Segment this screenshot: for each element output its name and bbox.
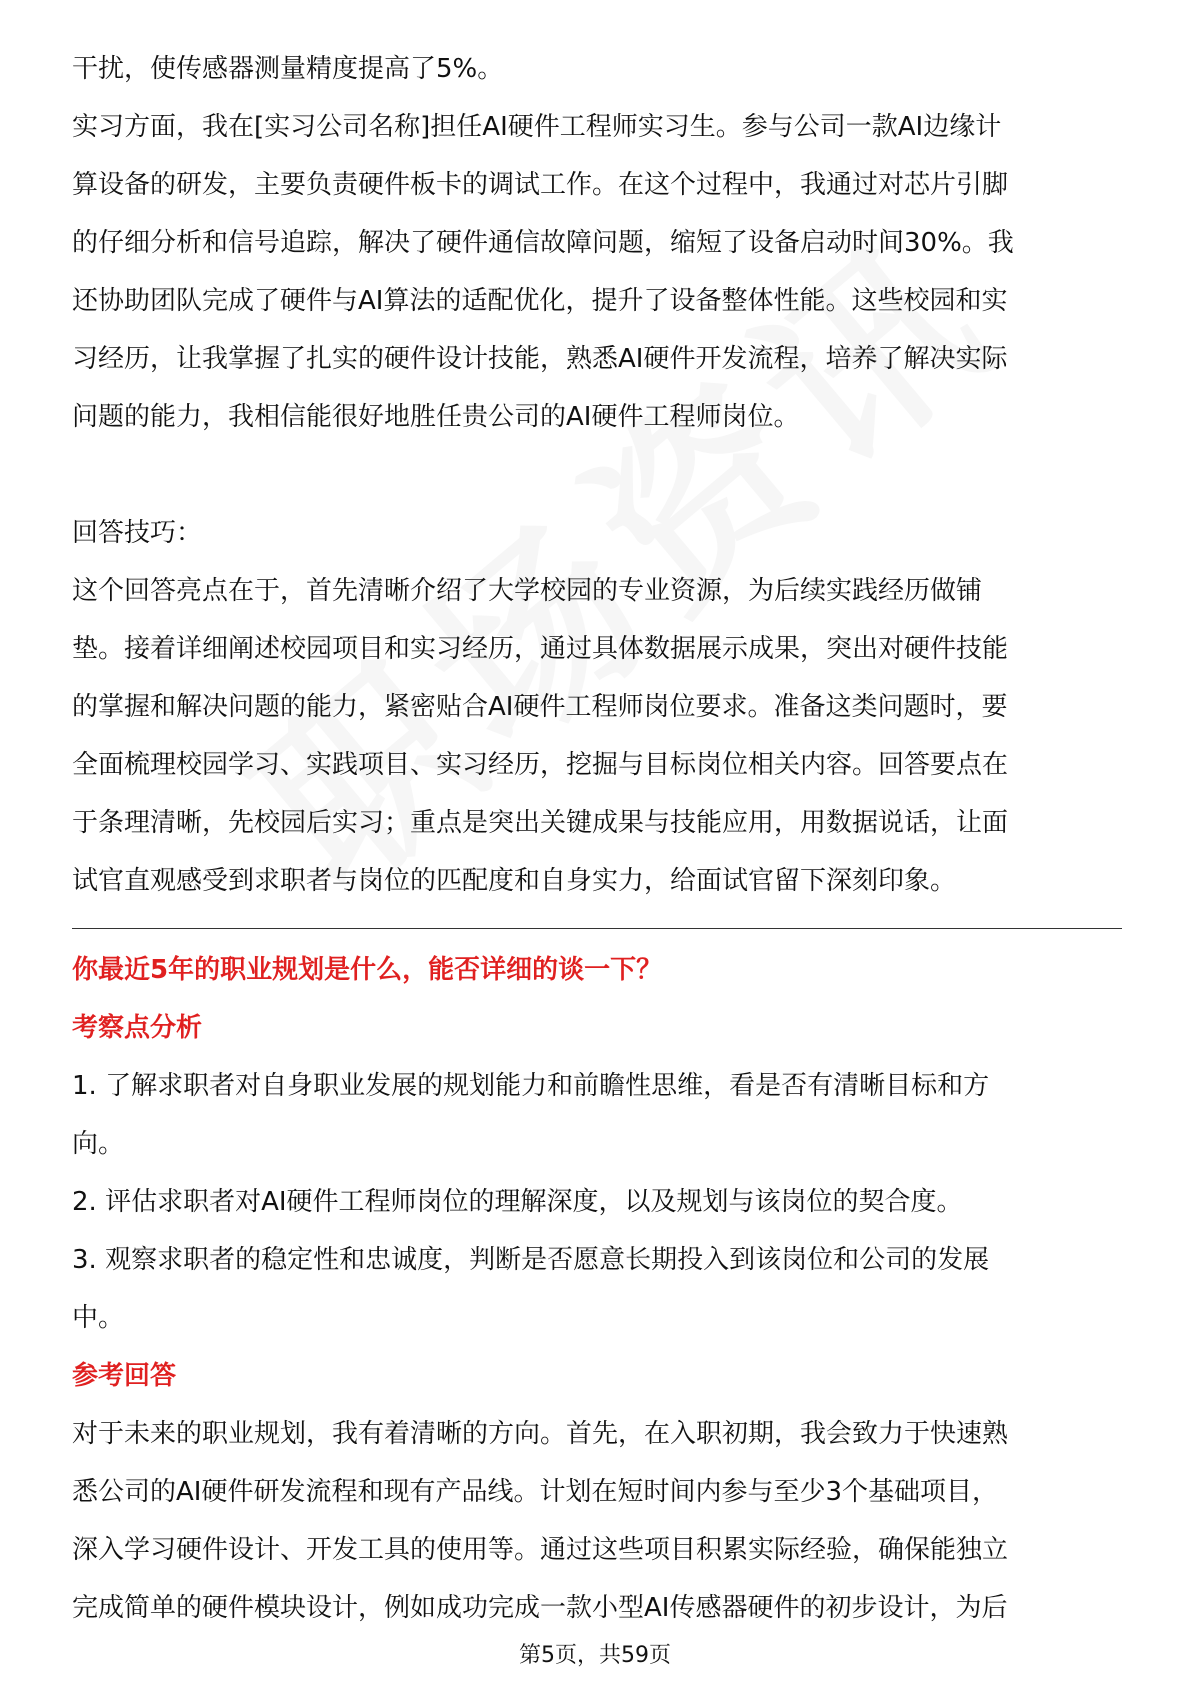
question-title: 你最近5年的职业规划是什么，能否详细的谈一下？ <box>72 955 663 985</box>
paragraph-gap <box>72 446 1122 504</box>
body-line: 习经历，让我掌握了扎实的硬件设计技能，熟悉AI硬件开发流程，培养了解决实际 <box>72 344 1008 374</box>
body-line: 还协助团队完成了硬件与AI算法的适配优化，提升了设备整体性能。这些校园和实 <box>72 286 1008 316</box>
body-line: 的仔细分析和信号追踪，解决了硬件通信故障问题，缩短了设备启动时间30%。我 <box>72 228 1014 258</box>
answer-heading: 参考回答 <box>72 1361 177 1391</box>
tips-line: 全面梳理校园学习、实践项目、实习经历，挖掘与目标岗位相关内容。回答要点在 <box>72 750 1009 780</box>
tips-line: 试官直观感受到求职者与岗位的匹配度和自身实力，给面试官留下深刻印象。 <box>72 866 957 896</box>
document-content <box>72 40 1122 1637</box>
tips-line: 垫。接着详细阐述校园项目和实习经历，通过具体数据展示成果，突出对硬件技能 <box>72 634 1009 664</box>
body-line: 实习方面，我在[实习公司名称]担任AI硬件工程师实习生。参与公司一款AI边缘计 <box>72 112 1002 142</box>
tips-label: 回答技巧： <box>72 518 203 548</box>
analysis-line: 中。 <box>72 1303 125 1333</box>
section-divider <box>72 928 1122 929</box>
tips-line: 这个回答亮点在于，首先清晰介绍了大学校园的专业资源，为后续实践经历做铺 <box>72 576 983 606</box>
analysis-heading: 考察点分析 <box>72 1013 203 1043</box>
page-number: 第5页，共59页 <box>519 1643 671 1668</box>
analysis-line: 1. 了解求职者对自身职业发展的规划能力和前瞻性思维，看是否有清晰目标和方 <box>72 1071 990 1101</box>
answer-line: 对于未来的职业规划，我有着清晰的方向。首先，在入职初期，我会致力于快速熟 <box>72 1419 1009 1449</box>
tips-line: 的掌握和解决问题的能力，紧密贴合AI硬件工程师岗位要求。准备这类问题时，要 <box>72 692 1008 722</box>
analysis-line: 3. 观察求职者的稳定性和忠诚度，判断是否愿意长期投入到该岗位和公司的发展 <box>72 1245 990 1275</box>
body-line: 干扰，使传感器测量精度提高了5%。 <box>72 54 504 84</box>
answer-line: 悉公司的AI硬件研发流程和现有产品线。计划在短时间内参与至少3个基础项目， <box>72 1477 998 1507</box>
body-line: 问题的能力，我相信能很好地胜任贵公司的AI硬件工程师岗位。 <box>72 402 800 432</box>
body-line: 算设备的研发，主要负责硬件板卡的调试工作。在这个过程中，我通过对芯片引脚 <box>72 170 1009 200</box>
answer-line: 深入学习硬件设计、开发工具的使用等。通过这些项目积累实际经验，确保能独立 <box>72 1535 1009 1565</box>
analysis-line: 向。 <box>72 1129 125 1159</box>
answer-line: 完成简单的硬件模块设计，例如成功完成一款小型AI传感器硬件的初步设计，为后 <box>72 1593 1008 1623</box>
analysis-line: 2. 评估求职者对AI硬件工程师岗位的理解深度，以及规划与该岗位的契合度。 <box>72 1187 963 1217</box>
tips-line: 于条理清晰，先校园后实习；重点是突出关键成果与技能应用，用数据说话，让面 <box>72 808 1009 838</box>
